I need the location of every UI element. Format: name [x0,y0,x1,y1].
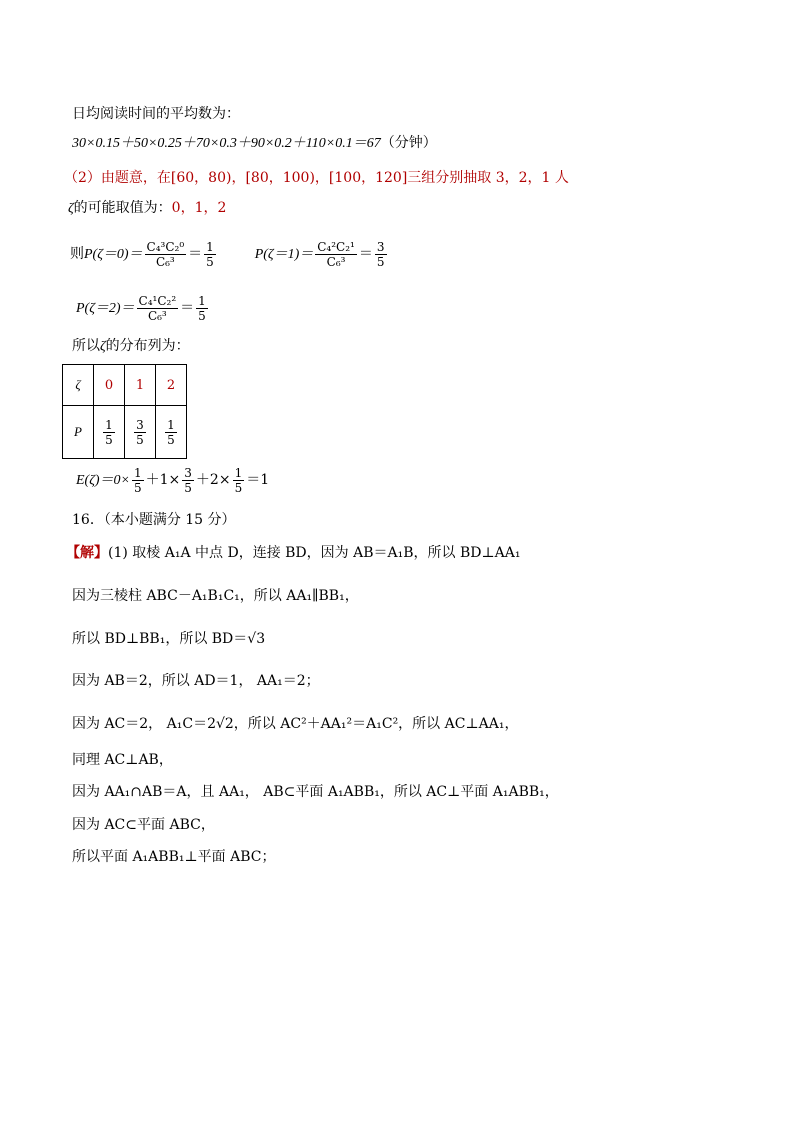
prob1-result-fraction [375,240,387,269]
prob0-result-fraction [204,240,216,269]
dist-intro-b: 的分布列为： [105,338,190,354]
values-list: 0，1，2 [171,200,227,216]
prob1-lhs: P(ζ＝1)＝ [254,247,314,262]
numerator: 1 [167,417,175,432]
solution-line-1 [66,543,520,563]
equals: ＝ [180,300,195,316]
numerator: C₄²C₂¹ [317,239,355,254]
numerator: 3 [136,417,144,432]
table-row-probabilities [63,406,187,459]
numerator: 1 [198,293,206,308]
denominator: C₆³ [155,254,175,269]
dist-intro-line [72,336,190,357]
prob2-result-fraction [196,294,208,323]
numerator: 1 [234,465,243,480]
denominator: 5 [198,308,206,323]
values-line [68,198,226,219]
table-header-probability: P [63,406,94,459]
prob2-combination-fraction [137,294,179,323]
prob2-lhs: P(ζ＝2)＝ [76,301,135,316]
fraction [134,418,146,447]
solution-line-9: 所以平面 A₁ABB₁⊥平面 ABC； [72,849,276,865]
fraction [103,418,115,447]
expectation-line [76,460,269,501]
numerator: C₄³C₂⁰ [146,239,185,254]
denominator: C₆³ [326,254,346,269]
denominator: 5 [234,480,243,495]
denominator: 5 [206,254,214,269]
numerator: C₄¹C₂² [138,293,177,308]
denominator: 5 [136,432,144,447]
solution-line-3: 所以 BD⊥BB₁，所以 BD＝√3 [72,631,266,647]
denominator: 5 [167,432,175,447]
numerator: 1 [134,465,142,480]
fraction [233,466,245,495]
numerator: 3 [184,465,192,480]
variable-symbol: ζ [100,339,106,354]
denominator: C₆³ [147,308,167,323]
dist-intro-a: 所以 [72,338,100,354]
fraction [182,466,194,495]
denominator: 5 [376,254,385,269]
term-op: ＋2× [195,472,231,488]
text-line: 日均阅读时间的平均数为： [72,106,240,122]
prefix-text: 则 [70,246,84,262]
unit-text: （分钟） [380,135,437,151]
solution-line-5: 因为 AC＝2， A₁C＝2√2，所以 AC²＋AA₁²＝A₁C²，所以 AC⊥AA₁， [72,716,519,732]
prob0-lhs: P(ζ＝0)＝ [84,247,143,262]
solution-line-4: 因为 AB＝2，所以 AD＝1， AA₁＝2； [72,673,320,689]
expect-lhs: E(ζ)＝0× [76,473,130,488]
question-heading: 16．（本小题满分 15 分） [72,512,236,528]
variable-symbol: ζ [68,201,74,216]
solution-line-7: 因为 AA₁∩AB＝A，且 AA₁， AB⊂平面 A₁ABB₁，所以 AC⊥平面 A₁ABB₁， [72,784,559,800]
solution-tag: 【解】 [66,545,108,561]
term-op: ＋1× [145,472,181,488]
table-cell-probability [125,406,156,459]
numerator: 1 [206,239,214,254]
table-row-values [63,365,187,406]
numerator: 1 [105,417,113,432]
table-cell-probability [156,406,187,459]
prob0-combination-fraction [145,240,187,269]
mean-formula-line [72,133,437,154]
fraction [132,466,144,495]
prob1-combination-fraction [315,240,357,269]
result: ＝1 [246,472,270,488]
distribution-table [62,364,187,459]
table-cell-probability [94,406,125,459]
table-cell-value: 0 [94,365,125,406]
prob-line-2 [76,288,210,329]
table-cell-value: 2 [156,365,187,406]
numerator: 3 [376,239,385,254]
denominator: 5 [105,432,113,447]
table-cell-value: 1 [125,365,156,406]
denominator: 5 [184,480,192,495]
solution-line-2: 因为三棱柱 ABC－A₁B₁C₁，所以 AA₁∥BB₁， [72,588,359,604]
sampling-line: （2）由题意，在[60，80)，[80，100)，[100，120]三组分别抽取 3，2，1 人 [64,170,569,186]
solution-line-8: 因为 AC⊂平面 ABC， [72,817,215,833]
mean-formula: 30×0.15＋50×0.25＋70×0.3＋90×0.2＋110×0.1＝67 [72,136,381,151]
solution-text: (1) 取棱 A₁A 中点 D，连接 BD，因为 AB＝A₁B，所以 BD⊥AA₁ [108,545,521,561]
denominator: 5 [134,480,142,495]
equals: ＝ [188,246,203,262]
equals: ＝ [358,246,373,262]
solution-line-6: 同理 AC⊥AB， [72,752,173,768]
fraction [165,418,177,447]
prob-line-1 [70,234,389,275]
table-header-variable: ζ [63,365,94,406]
values-text: 的可能取值为： [73,200,172,216]
